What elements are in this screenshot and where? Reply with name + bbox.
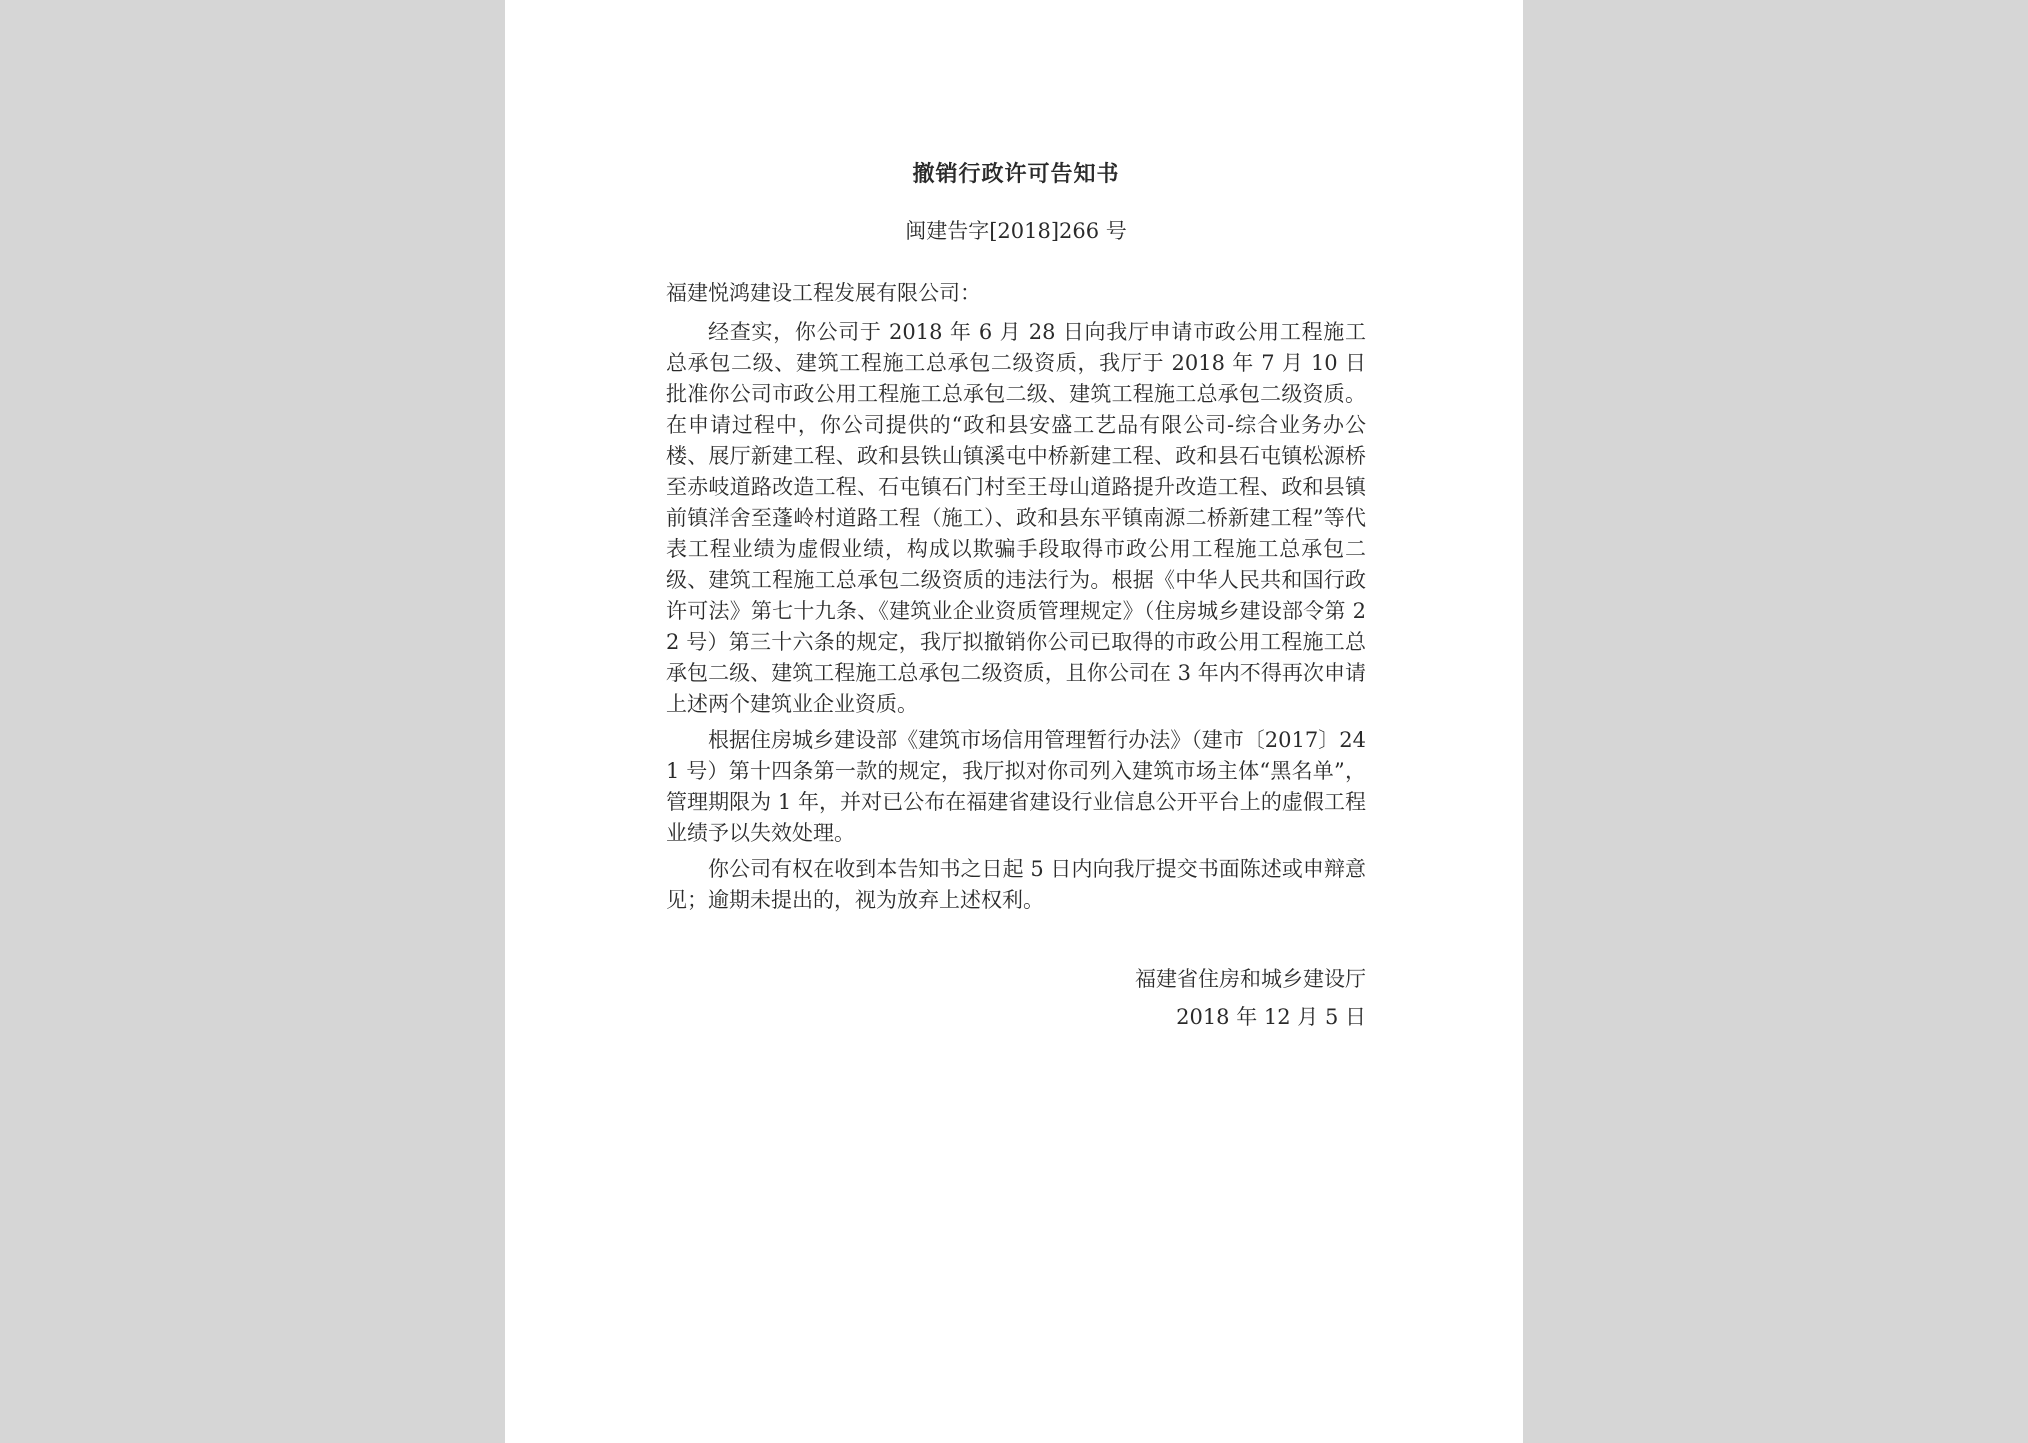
body-paragraph-facts: 经查实，你公司于 2018 年 6 月 28 日向我厅申请市政公用工程施工总承包二级、建筑工程施工总承包二级资质，我厅于 2018 年 7 月 10 日批准你公司市政公用工程施工总承包二级、建筑工程施工总承包二级资质。在申请过程中，你公司提供的“政和县安盛工艺品有限公司-综合业务办公楼、展厅新建工程、政和县铁山镇溪屯中桥新建工程、政和县石屯镇松源桥至赤岐道路改造工程、石屯镇石门村至王母山道路提升改造工程、政和县镇前镇洋舍至蓬岭村道路工程（施工）、政和县东平镇南源二桥新建工程”等代表工程业绩为虚假业绩，构成以欺骗手段取得市政公用工程施工总承包二级、建筑工程施工总承包二级资质的违法行为。根据《中华人民共和国行政许可法》第七十九条、《建筑业企业资质管理规定》（住房城乡建设部令第 22 号）第三十六条的规定，我厅拟撤销你公司已取得的市政公用工程施工总承包二级、建筑工程施工总承包二级资质，且你公司在 3 年内不得再次申请上述两个建筑业企业资质。 bbox=[666, 320, 1366, 716]
signature-block bbox=[666, 960, 1366, 1036]
body-paragraph-blacklist: 根据住房城乡建设部《建筑市场信用管理暂行办法》（建市〔2017〕241 号）第十四条第一款的规定，我厅拟对你司列入建筑市场主体“黑名单”，管理期限为 1 年，并对已公布在福建省建设行业信息公开平台上的虚假工程业绩予以失效处理。 bbox=[666, 728, 1366, 845]
issuer-name: 福建省住房和城乡建设厅 bbox=[1135, 967, 1366, 991]
document-title: 撤销行政许可告知书 bbox=[912, 161, 1120, 187]
document-number: 闽建告字[2018]266 号 bbox=[905, 219, 1127, 243]
document-content bbox=[666, 150, 1366, 1036]
issue-date: 2018 年 12 月 5 日 bbox=[1176, 1005, 1366, 1029]
recipient-line: 福建悦鸿建设工程发展有限公司： bbox=[666, 281, 981, 305]
document-page bbox=[505, 0, 1523, 1443]
body-paragraph-rights: 你公司有权在收到本告知书之日起 5 日内向我厅提交书面陈述或申辩意见；逾期未提出的，视为放弃上述权利。 bbox=[666, 857, 1366, 912]
